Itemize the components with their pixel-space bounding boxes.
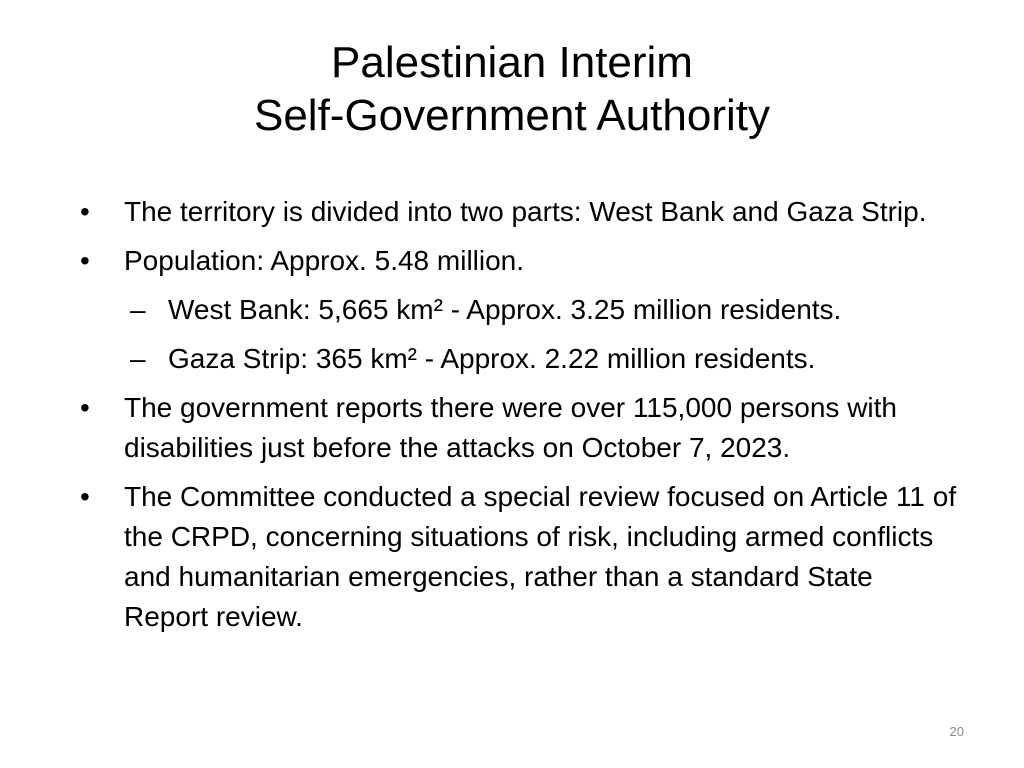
bullet-text: The territory is divided into two parts: West Bank and Gaza Strip. xyxy=(124,196,927,227)
sub-bullet-marker: – xyxy=(130,343,146,374)
page-number: 20 xyxy=(949,724,964,739)
sub-bullet-item xyxy=(80,290,960,330)
bullet-item xyxy=(80,241,960,281)
bullet-text: The Committee conducted a special review focused on Article 11 of the CRPD, concerning situations of risk, including armed conflicts and humanitarian emergencies, rather than a standard State Report review. xyxy=(124,481,957,632)
bullet-marker: • xyxy=(80,245,90,276)
bullet-item xyxy=(80,388,960,468)
title-line-2: Self-Government Authority xyxy=(253,91,770,140)
title-line-1: Palestinian Interim xyxy=(331,38,693,87)
slide-body xyxy=(80,192,960,646)
slide-title xyxy=(60,36,964,142)
bullet-text: Population: Approx. 5.48 million. xyxy=(124,245,525,276)
bullet-marker: • xyxy=(80,481,90,512)
sub-bullet-marker: – xyxy=(130,294,146,325)
bullet-item xyxy=(80,477,960,637)
bullet-item xyxy=(80,192,960,232)
sub-bullet-item xyxy=(80,339,960,379)
bullet-text: The government reports there were over 115,000 persons with disabilities just before the attacks on October 7, 2023. xyxy=(124,392,898,463)
bullet-marker: • xyxy=(80,392,90,423)
bullet-marker: • xyxy=(80,196,90,227)
sub-bullet-text: Gaza Strip: 365 km² - Approx. 2.22 million residents. xyxy=(168,343,816,374)
sub-bullet-text: West Bank: 5,665 km² - Approx. 3.25 million residents. xyxy=(168,294,842,325)
